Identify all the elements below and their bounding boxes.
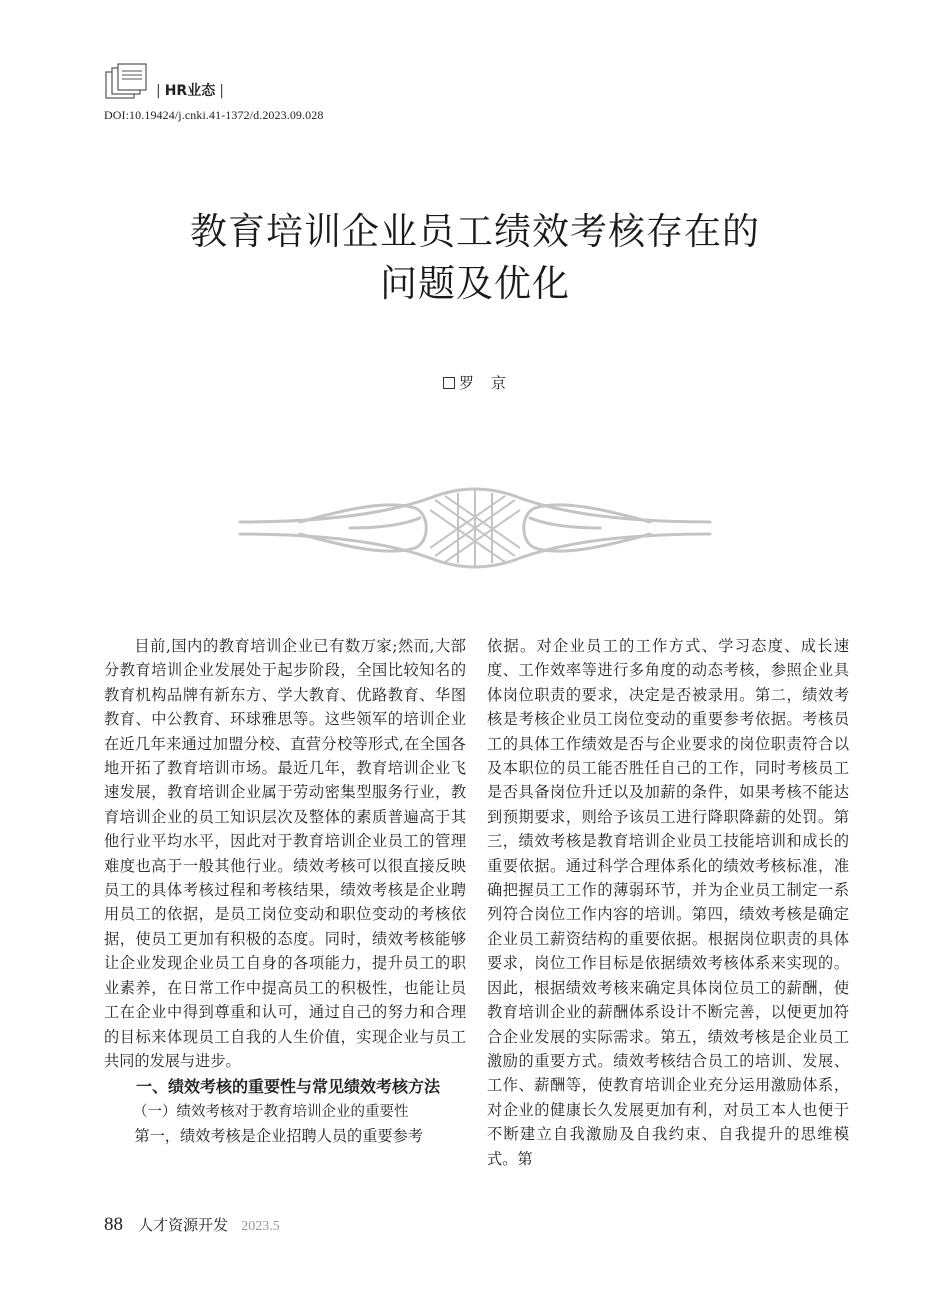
article-title-line1: 教育培训企业员工绩效考核存在的 (190, 210, 760, 253)
author-box-icon (443, 377, 455, 389)
section-heading: 一、绩效考核的重要性与常见绩效考核方法 (136, 1077, 441, 1097)
body-column-left (104, 634, 466, 1149)
subsection-heading: （一）绩效考核对于教育培训企业的重要性 (133, 1103, 409, 1120)
page-number: 88 (104, 1214, 123, 1235)
journal-issue: 2023.5 (241, 1219, 280, 1234)
journal-name: 人才资源开发 (138, 1216, 229, 1234)
author-name: 罗 京 (458, 374, 507, 392)
paragraph: 目前,国内的教育培训企业已有数万家;然而,大部分教育培训企业发展处于起步阶段，全国比较知名的教育机构品牌有新东方、学大教育、优路教育、华图教育、中公教育、环球雅思等。这些领军的培训企业在近几年来通过加盟分校、直营分校等形式,在全国各地开拓了教育培训市场。最近几年，教育培训企业飞速发展，教育培训企业属于劳动密集型服务行业，教育培训企业的员工知识层次及整体的素质普遍高于其他行业平均水平，因此对于教育培训企业员工的管理难度也高于一般其他行业。绩效考核可以很直接反映员工的具体考核过程和考核结果，绩效考核是企业聘用员工的依据，是员工岗位变动和职位变动的考核依据，使员工更加有积极的态度。同时，绩效考核能够让企业发现企业员工自身的各项能力，提升员工的职业素养，在日常工作中提高员工的积极性，也能让员工在企业中得到尊重和认可，通过自己的努力和合理的目标来体现员工自我的人生价值，实现企业与员工共同的发展与进步。 (104, 637, 466, 1070)
section-folder-icon (104, 62, 148, 100)
paragraph: 第一，绩效考核是企业招聘人员的重要参考 (134, 1127, 423, 1146)
decorative-ornament (230, 478, 720, 578)
section-tag-label: HR业态 (164, 83, 216, 99)
body-column-right (487, 634, 849, 1171)
page-footer (104, 1214, 280, 1236)
article-title-line2: 问题及优化 (380, 262, 570, 305)
doi: DOI:10.19424/j.cnki.41-1372/d.2023.09.028 (104, 108, 324, 122)
author (0, 372, 950, 393)
paragraph: 依据。对企业员工的工作方式、学习态度、成长速度、工作效率等进行多角度的动态考核，参照企业具体岗位职责的要求，决定是否被录用。第二，绩效考核是考核企业员工岗位变动的重要参考依据。考核员工的具体工作绩效是否与企业要求的岗位职责符合以及本职位的员工能否胜任自己的工作，同时考核员工是否具备岗位升迁以及加薪的条件，如果考核不能达到预期要求，则给予该员工进行降职降薪的处罚。第三，绩效考核是教育培训企业员工技能培训和成长的重要依据。通过科学合理体系化的绩效考核标准，准确把握员工工作的薄弱环节，并为企业员工制定一系列符合岗位工作内容的培训。第四，绩效考核是确定企业员工薪资结构的重要依据。根据岗位职责的具体要求，岗位工作目标是依据绩效考核体系来实现的。因此，根据绩效考核来确定具体岗位员工的薪酬，使教育培训企业的薪酬体系设计不断完善，以便更加符合企业发展的实际需求。第五，绩效考核是企业员工激励的重要方式。绩效考核结合员工的培训、发展、工作、薪酬等，使教育培训企业充分运用激励体系，对企业的健康长久发展更加有利，对员工本人也便于不断建立自我激励及自我约束、自我提升的思维模式。第 (487, 637, 849, 1168)
section-tag: | HR业态 | (156, 83, 224, 99)
article-title (0, 206, 950, 310)
